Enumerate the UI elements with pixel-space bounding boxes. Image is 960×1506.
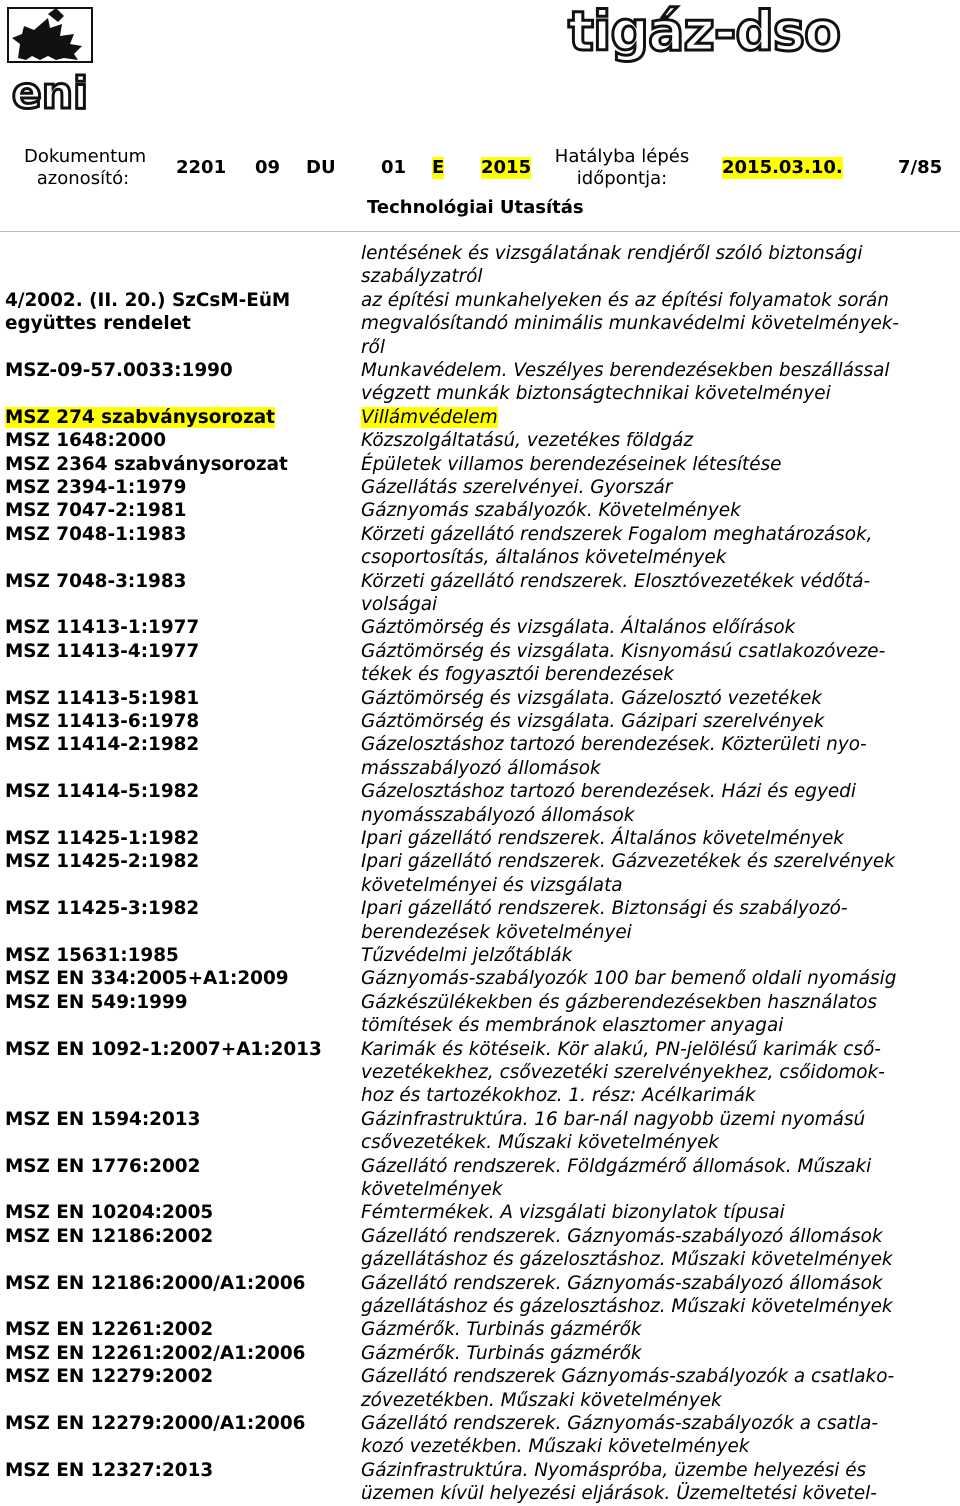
standard-code: MSZ 274 szabványsorozat <box>5 406 275 428</box>
standard-code: MSZ 11414-5:1982 <box>5 781 200 803</box>
standard-description: Munkavédelem. Veszélyes berendezésekben beszállással végzett munkák biztonságtechnikai követelményei <box>361 360 890 405</box>
standard-description: Gázelosztáshoz tartozó berendezések. Házi és egyedi nyomásszabályozó állomások <box>361 781 856 826</box>
eni-six-legged-dog-icon <box>4 4 96 120</box>
effective-label-line2: időpontja: <box>576 168 668 189</box>
standard-code: MSZ 11414-2:1982 <box>5 734 200 756</box>
doc-code-2: 09 <box>255 157 281 178</box>
effective-date: 2015.03.10. <box>722 157 843 178</box>
effective-label <box>548 146 696 190</box>
standard-code: MSZ 11425-3:1982 <box>5 898 200 920</box>
standard-code: MSZ EN 12327:2013 <box>5 1459 214 1481</box>
standard-code: MSZ 11413-6:1978 <box>5 711 200 732</box>
standard-description: Körzeti gázellátó rendszerek. Elosztóvezetékek védőtá- volságai <box>361 570 871 615</box>
standard-description: Karimák és kötéseik. Kör alakú, PN-jelölésű karimák cső- vezetékekhez, csővezetéki szerelvényekhez, csőidomok- hoz és tartozékokhoz. 1. rész: Acélkarimák <box>361 1038 885 1107</box>
standard-code: MSZ EN 12279:2000/A1:2006 <box>5 1413 306 1434</box>
header-divider <box>0 231 960 232</box>
eni-logo <box>4 4 96 120</box>
doc-id-label <box>24 146 147 190</box>
standard-code: MSZ EN 1092-1:2007+A1:2013 <box>5 1038 322 1060</box>
page-number: 7/85 <box>898 157 943 178</box>
doc-code-3: DU <box>306 157 336 178</box>
doc-id-label-line1: Dokumentum <box>24 146 147 167</box>
standard-code: MSZ EN 10204:2005 <box>5 1202 214 1224</box>
standard-description: Gáztömörség és vizsgálata. Gázipari szerelvények <box>361 711 825 732</box>
standard-code: MSZ 1648:2000 <box>5 430 167 452</box>
doc-code-1: 2201 <box>176 157 227 178</box>
standard-description: Épületek villamos berendezéseinek létesítése <box>361 453 782 475</box>
standard-code: MSZ EN 12261:2002/A1:2006 <box>5 1342 306 1364</box>
standard-code: MSZ 15631:1985 <box>5 945 179 966</box>
standard-description: Gázellátó rendszerek. Gáznyomás-szabályozó állomások gázellátáshoz és gázelosztáshoz. Műszaki követelmények <box>361 1225 893 1271</box>
standard-description: Ipari gázellátó rendszerek. Általános követelmények <box>361 828 844 849</box>
standard-description: Gázmérők. Turbinás gázmérők <box>361 1342 642 1364</box>
standard-code: MSZ 11413-4:1977 <box>5 640 200 662</box>
standard-description: Gázellátó rendszerek. Gáznyomás-szabályozók a csatla- kozó vezetékben. Műszaki követelmények <box>361 1413 879 1458</box>
doc-code-6: 2015 <box>481 157 532 178</box>
effective-label-line1: Hatályba lépés <box>554 146 690 167</box>
standard-description: Tűzvédelmi jelzőtáblák <box>361 945 573 966</box>
doc-code-5: E <box>432 157 445 178</box>
standard-description: lentésének és vizsgálatának rendjéről szóló biztonsági szabályzatról <box>361 243 863 288</box>
standard-description: Gáznyomás szabályozók. Követelmények <box>361 500 741 522</box>
standard-description: Gáztömörség és vizsgálata. Kisnyomású csatlakozóveze- tékek és fogyasztói berendezések <box>361 640 886 686</box>
standard-code: MSZ EN 12279:2002 <box>5 1366 214 1388</box>
standard-description: Közszolgáltatású, vezetékes földgáz <box>361 430 694 452</box>
standard-description: Gázelosztáshoz tartozó berendezések. Közterületi nyo- másszabályozó állomások <box>361 734 867 779</box>
tigaz-dso-logo: tigáz-dso <box>568 0 841 63</box>
standard-code: MSZ 7048-1:1983 <box>5 523 187 545</box>
standard-description: Ipari gázellátó rendszerek. Biztonsági és szabályozó- berendezések követelményei <box>361 898 848 943</box>
doc-id-label-line2: azonosító: <box>36 168 130 189</box>
standard-code: MSZ EN 1776:2002 <box>5 1155 201 1177</box>
standard-code: 4/2002. (II. 20.) SzCsM-EüM együttes rendelet <box>5 289 291 335</box>
svg-text:eni: eni <box>11 68 89 119</box>
standard-description: Gázellátás szerelvényei. Gyorszár <box>361 477 673 498</box>
standard-description: Gáztömörség és vizsgálata. Gázelosztó vezetékek <box>361 687 822 709</box>
standard-code: MSZ 11425-1:1982 <box>5 828 200 849</box>
doc-title: Technológiai Utasítás <box>367 197 584 218</box>
standard-description: Gázkészülékekben és gázberendezésekben használatos tömítések és membránok elasztomer anyagai <box>361 991 877 1037</box>
standard-description: Gázmérők. Turbinás gázmérők <box>361 1319 642 1341</box>
standard-code: MSZ EN 12186:2002 <box>5 1225 214 1247</box>
standard-code: MSZ EN 12186:2000/A1:2006 <box>5 1272 306 1294</box>
standard-code: MSZ EN 549:1999 <box>5 991 188 1013</box>
standard-description: Gázinfrastruktúra. 16 bar-nál nagyobb üzemi nyomású csővezetékek. Műszaki követelmények <box>361 1108 866 1154</box>
standard-description: Körzeti gázellátó rendszerek Fogalom meghatározások, csoportosítás, általános követelmények <box>361 523 873 569</box>
standard-description: Gázinfrastruktúra. Nyomáspróba, üzembe helyezési és üzemen kívül helyezési eljárások. Üzemeltetési követel- <box>361 1459 877 1505</box>
standard-code: MSZ 7047-2:1981 <box>5 500 187 522</box>
standard-code: MSZ EN 1594:2013 <box>5 1108 201 1130</box>
standard-code: MSZ-09-57.0033:1990 <box>5 360 233 381</box>
standard-description: Gáznyomás-szabályozók 100 bar bemenő oldali nyomásig <box>361 968 897 990</box>
standard-code: MSZ 7048-3:1983 <box>5 570 187 592</box>
standard-code: MSZ 11413-1:1977 <box>5 617 200 639</box>
standard-code: MSZ 2364 szabványsorozat <box>5 453 288 475</box>
standard-description: Villámvédelem <box>361 406 498 428</box>
standard-description: Gázellátó rendszerek Gáznyomás-szabályozók a csatlako- zóvezetékben. Műszaki követelmények <box>361 1366 895 1411</box>
doc-code-4: 01 <box>381 157 407 178</box>
standard-code: MSZ EN 12261:2002 <box>5 1319 214 1341</box>
standard-code: MSZ 11425-2:1982 <box>5 851 200 873</box>
standard-code: MSZ EN 334:2005+A1:2009 <box>5 968 289 990</box>
standard-description: Fémtermékek. A vizsgálati bizonylatok típusai <box>361 1202 785 1224</box>
standard-description: az építési munkahelyeken és az építési folyamatok során megvalósítandó minimális munkavédelmi követelmények- ről <box>361 289 900 358</box>
standard-description: Gázellátó rendszerek. Földgázmérő állomások. Műszaki követelmények <box>361 1155 872 1200</box>
standard-description: Gáztömörség és vizsgálata. Általános előírások <box>361 617 796 639</box>
standard-code: MSZ 11413-5:1981 <box>5 687 200 709</box>
standard-description: Gázellátó rendszerek. Gáznyomás-szabályozó állomások gázellátáshoz és gázelosztáshoz. Műszaki követelmények <box>361 1272 893 1317</box>
standard-code: MSZ 2394-1:1979 <box>5 477 187 498</box>
standard-description: Ipari gázellátó rendszerek. Gázvezetékek és szerelvények követelményei és vizsgálata <box>361 851 895 896</box>
